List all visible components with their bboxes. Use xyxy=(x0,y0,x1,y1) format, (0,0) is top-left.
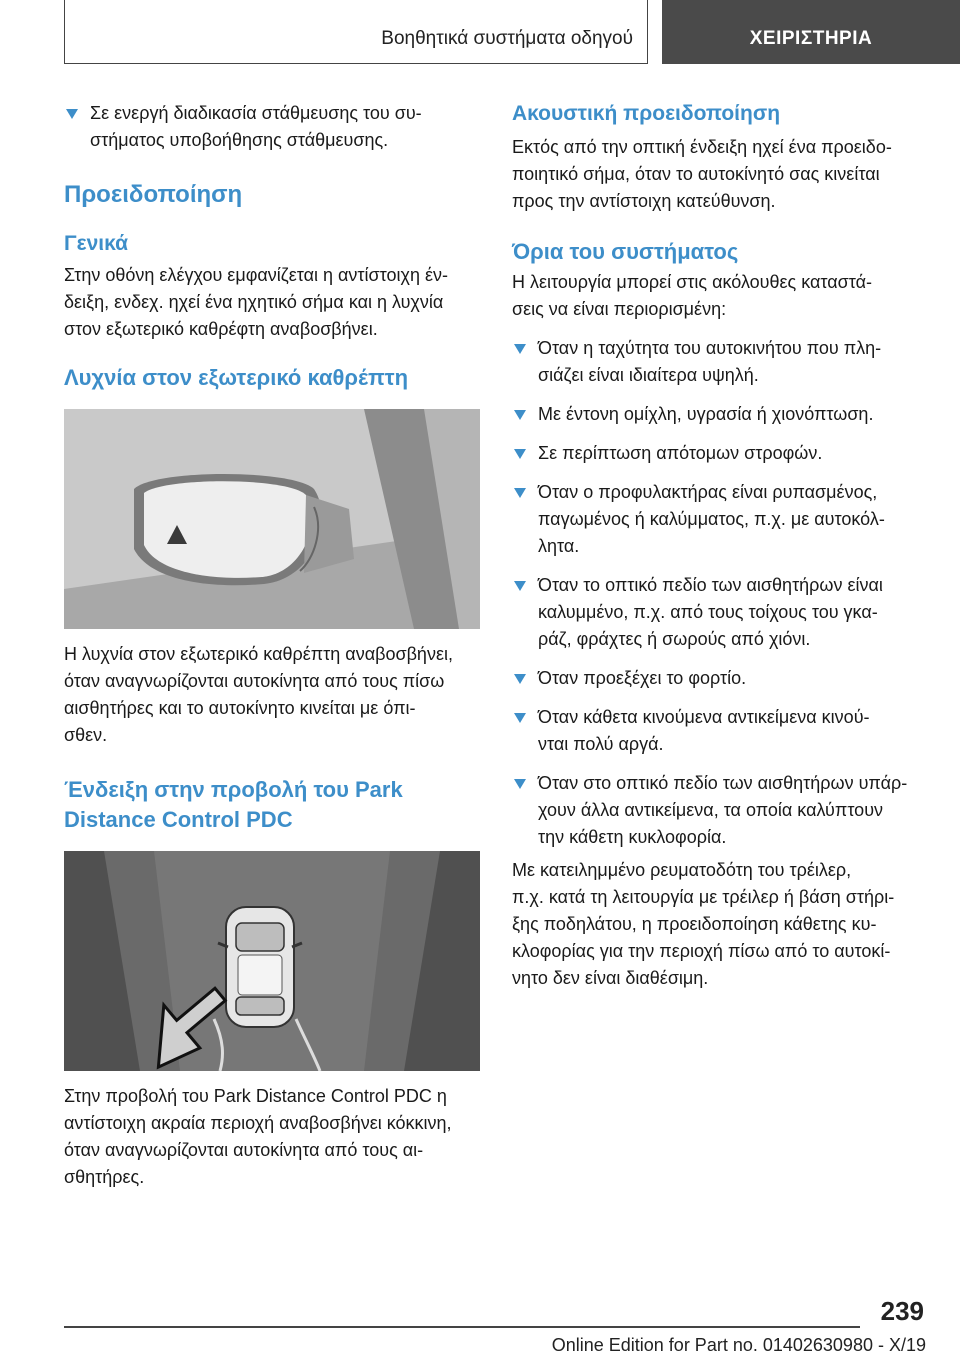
bullet-text-line: Όταν στο οπτικό πεδίο των αισθητήρων υπάρ- xyxy=(538,773,908,793)
section-title: Βοηθητικά συστήματα οδηγού xyxy=(381,28,633,49)
paragraph-line: ποιητικό σήμα, όταν το αυτοκίνητό σας κινείται xyxy=(512,164,880,184)
triangle-bullet-icon xyxy=(514,581,526,591)
list-item xyxy=(512,572,926,653)
chapter-tab-label: ΧΕΙΡΙΣΤΗΡΙΑ xyxy=(749,28,873,49)
side-mirror-image xyxy=(64,409,480,629)
bullet-text-line: σιάζει είναι ιδιαίτερα υψηλή. xyxy=(538,365,759,385)
triangle-bullet-icon xyxy=(514,488,526,498)
paragraph-line: στον εξωτερικό καθρέφτη αναβοσβήνει. xyxy=(64,319,378,339)
left-column xyxy=(64,100,484,1191)
paragraph-line: κλοφορίας για την περιοχή πίσω από το αυτοκί- xyxy=(512,941,891,961)
page-number: 239 xyxy=(880,1296,924,1326)
list-item xyxy=(512,704,926,758)
paragraph-line: αισθητήρες και το αυτοκίνητο κινείται με όπι- xyxy=(64,698,416,718)
triangle-bullet-icon xyxy=(514,410,526,420)
bullet-text-line: Με έντονη ομίχλη, υγρασία ή χιονόπτωση. xyxy=(538,404,874,424)
general-paragraph xyxy=(64,262,484,343)
right-column xyxy=(512,100,926,992)
footer-divider xyxy=(64,1326,860,1328)
bullet-text-line: παγωμένος ή καλύμματος, π.χ. με αυτοκόλ- xyxy=(538,509,885,529)
acoustic-paragraph xyxy=(512,134,926,215)
bullet-text-line: Όταν κάθετα κινούμενα αντικείμενα κινού- xyxy=(538,707,870,727)
bullet-text-line: Όταν το οπτικό πεδίο των αισθητήρων είναι xyxy=(538,575,883,595)
paragraph-line: Στην προβολή του Park Distance Control PDC η xyxy=(64,1086,447,1106)
pdc-view-image xyxy=(64,851,480,1071)
chapter-tab xyxy=(662,0,960,64)
paragraph-line: σθητήρες. xyxy=(64,1167,145,1187)
pdc-paragraph xyxy=(64,1083,484,1191)
bullet-text-line: Όταν προεξέχει το φορτίο. xyxy=(538,668,747,688)
bullet-text-line: Σε ενεργή διαδικασία στάθμευσης του συ- xyxy=(90,103,422,123)
bullet-text-line: λητα. xyxy=(538,536,580,556)
bullet-text-line: στήματος υποβοήθησης στάθμευσης. xyxy=(90,130,389,150)
warning-heading: Προειδοποίηση xyxy=(64,181,243,208)
bullet-text-line: νται πολύ αργά. xyxy=(538,734,664,754)
list-item xyxy=(512,479,926,560)
bullet-text-line: Όταν η ταχύτητα του αυτοκινήτου που πλη- xyxy=(538,338,882,358)
triangle-bullet-icon xyxy=(514,713,526,723)
paragraph-line: προς την αντίστοιχη κατεύθυνση. xyxy=(512,191,776,211)
acoustic-heading: Ακουστική προειδοποίηση xyxy=(512,102,781,125)
mirror-paragraph xyxy=(64,641,484,749)
heading-line: Distance Control PDC xyxy=(64,807,293,832)
list-item xyxy=(512,440,926,467)
header-section xyxy=(64,0,648,64)
paragraph-line: π.χ. κατά τη λειτουργία με τρέιλερ ή βάση στήρι- xyxy=(512,887,895,907)
bullet-text-line: ράζ, φράχτες ή σωρούς από χιόνι. xyxy=(538,629,811,649)
bullet-text-line: την κάθετη κυκλοφορία. xyxy=(538,827,727,847)
paragraph-line: Η λειτουργία μπορεί στις ακόλουθες καταστά- xyxy=(512,272,873,292)
paragraph-line: αντίστοιχη ακραία περιοχή αναβοσβήνει κόκκινη, xyxy=(64,1113,452,1133)
list-item xyxy=(512,401,926,428)
paragraph-line: Η λυχνία στον εξωτερικό καθρέπτη αναβοσβήνει, xyxy=(64,644,453,664)
triangle-bullet-icon xyxy=(514,449,526,459)
triangle-bullet-icon xyxy=(514,674,526,684)
list-item xyxy=(512,770,926,851)
mirror-heading: Λυχνία στον εξωτερικό καθρέπτη xyxy=(64,365,409,390)
bullet-text-line: χουν άλλα αντικείμενα, τα οποία καλύπτουν xyxy=(538,800,884,820)
limits-intro xyxy=(512,269,926,323)
trailer-paragraph xyxy=(512,857,926,992)
pdc-heading xyxy=(64,775,484,835)
list-item xyxy=(512,335,926,389)
paragraph-line: Με κατειλημμένο ρευματοδότη του τρέιλερ, xyxy=(512,860,852,880)
bullet-text-line: Όταν ο προφυλακτήρας είναι ρυπασμένος, xyxy=(538,482,878,502)
bullet-text-line: καλυμμένο, π.χ. από τους τοίχους του γκα- xyxy=(538,602,878,622)
paragraph-line: νητο δεν είναι διαθέσιμη. xyxy=(512,968,709,988)
heading-line: Ένδειξη στην προβολή του Park xyxy=(64,777,403,802)
list-item xyxy=(64,100,484,154)
edition-footer: Online Edition for Part no. 01402630980 - X/19 xyxy=(551,1335,926,1355)
paragraph-line: Εκτός από την οπτική ένδειξη ηχεί ένα προειδο- xyxy=(512,137,892,157)
paragraph-line: δειξη, ενδεχ. ηχεί ένα ηχητικό σήμα και η λυχνία xyxy=(64,292,444,312)
triangle-bullet-icon xyxy=(66,109,78,119)
list-item xyxy=(512,665,926,692)
paragraph-line: όταν αναγνωρίζονται αυτοκίνητα από τους πίσω xyxy=(64,671,445,691)
mirror-illustration xyxy=(64,409,480,629)
paragraph-line: σθεν. xyxy=(64,725,108,745)
pdc-illustration xyxy=(64,851,480,1071)
triangle-bullet-icon xyxy=(514,344,526,354)
paragraph-line: Στην οθόνη ελέγχου εμφανίζεται η αντίστοιχη έν- xyxy=(64,265,448,285)
paragraph-line: ξης ποδηλάτου, η προειδοποίηση κάθετης κυ- xyxy=(512,914,877,934)
paragraph-line: σεις να είναι περιορισμένη: xyxy=(512,299,727,319)
limits-heading: Όρια του συστήματος xyxy=(512,239,739,264)
bullet-text-line: Σε περίπτωση απότομων στροφών. xyxy=(538,443,823,463)
general-heading: Γενικά xyxy=(64,232,129,255)
paragraph-line: όταν αναγνωρίζονται αυτοκίνητα από τους αι- xyxy=(64,1140,424,1160)
triangle-bullet-icon xyxy=(514,779,526,789)
